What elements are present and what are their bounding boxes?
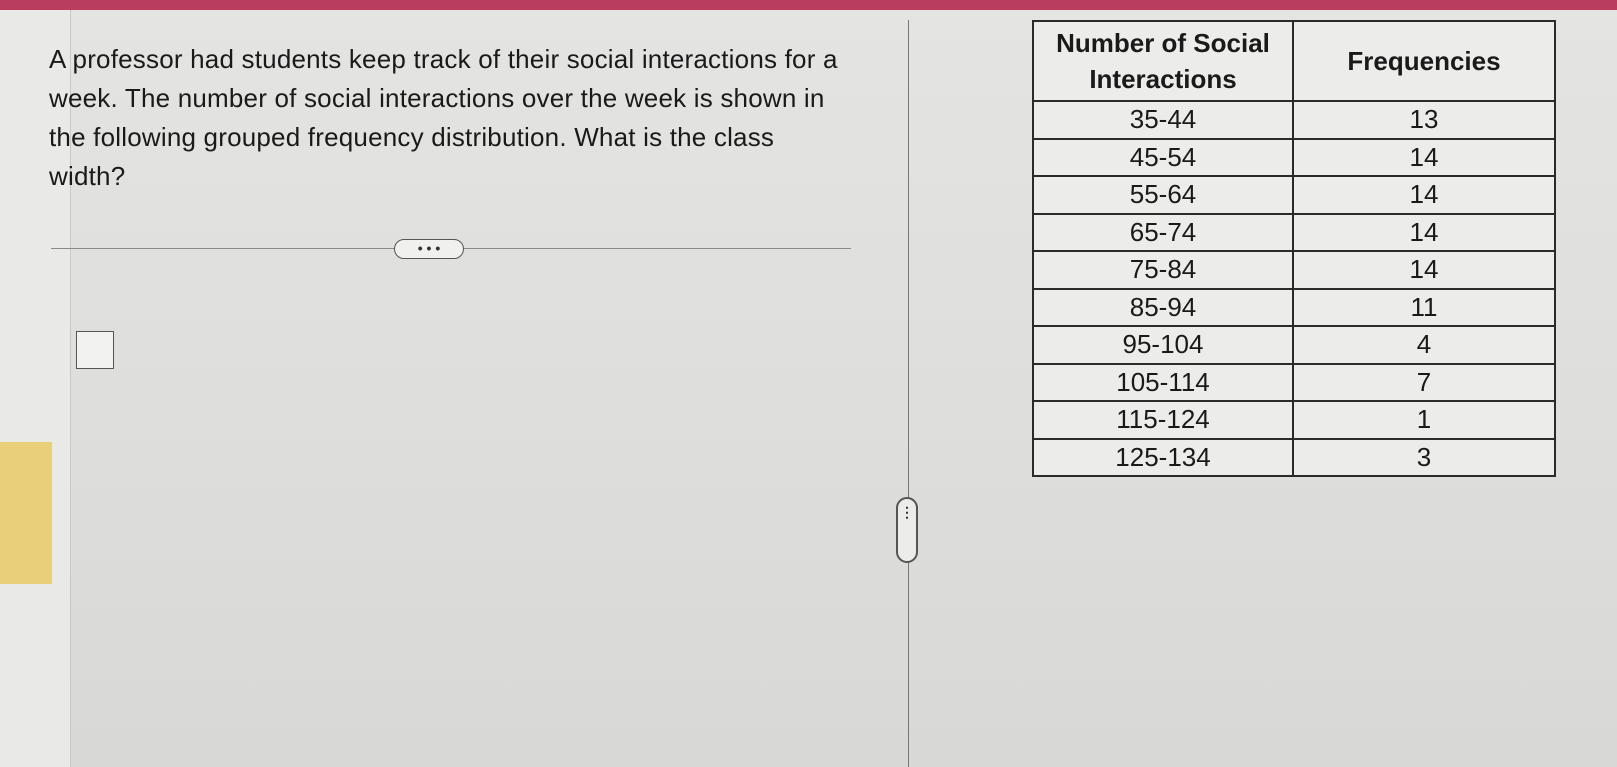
left-highlight-tab: [0, 442, 52, 584]
top-accent-bar: [0, 0, 1617, 10]
table-row: [1033, 289, 1555, 327]
frequency-table-panel: [1032, 20, 1556, 477]
frequency-cell: 3: [1293, 439, 1555, 477]
panel-divider: [908, 20, 909, 767]
table-row: [1033, 214, 1555, 252]
show-more-button[interactable]: • • •: [394, 239, 464, 259]
frequency-cell: 7: [1293, 364, 1555, 402]
class-interval-cell: 95-104: [1033, 326, 1293, 364]
class-interval-cell: 125-134: [1033, 439, 1293, 477]
frequency-table: [1032, 20, 1556, 477]
class-interval-cell: 115-124: [1033, 401, 1293, 439]
class-interval-cell: 45-54: [1033, 139, 1293, 177]
header-social-interactions: Number of Social Interactions: [1033, 21, 1293, 101]
divider-drag-handle[interactable]: ⋮: [896, 497, 918, 563]
table-row: [1033, 364, 1555, 402]
table-row: [1033, 439, 1555, 477]
class-interval-cell: 105-114: [1033, 364, 1293, 402]
table-row: [1033, 401, 1555, 439]
class-interval-cell: 65-74: [1033, 214, 1293, 252]
table-row: [1033, 101, 1555, 139]
class-interval-cell: 55-64: [1033, 176, 1293, 214]
frequency-cell: 13: [1293, 101, 1555, 139]
table-row: [1033, 176, 1555, 214]
class-interval-cell: 75-84: [1033, 251, 1293, 289]
table-row: [1033, 251, 1555, 289]
table-header-row: [1033, 21, 1555, 101]
question-panel: [49, 10, 909, 767]
frequency-cell: 14: [1293, 176, 1555, 214]
frequency-cell: 14: [1293, 251, 1555, 289]
class-interval-cell: 35-44: [1033, 101, 1293, 139]
question-text: A professor had students keep track of their social interactions for a week. The number of social interactions over the week is shown in the following grouped frequency distribution. What is the class width?: [49, 44, 838, 191]
header-frequencies: Frequencies: [1293, 21, 1555, 101]
frequency-cell: 14: [1293, 139, 1555, 177]
frequency-cell: 11: [1293, 289, 1555, 327]
answer-input[interactable]: [76, 331, 114, 369]
frequency-cell: 14: [1293, 214, 1555, 252]
table-row: [1033, 326, 1555, 364]
class-interval-cell: 85-94: [1033, 289, 1293, 327]
frequency-cell: 1: [1293, 401, 1555, 439]
frequency-cell: 4: [1293, 326, 1555, 364]
table-row: [1033, 139, 1555, 177]
